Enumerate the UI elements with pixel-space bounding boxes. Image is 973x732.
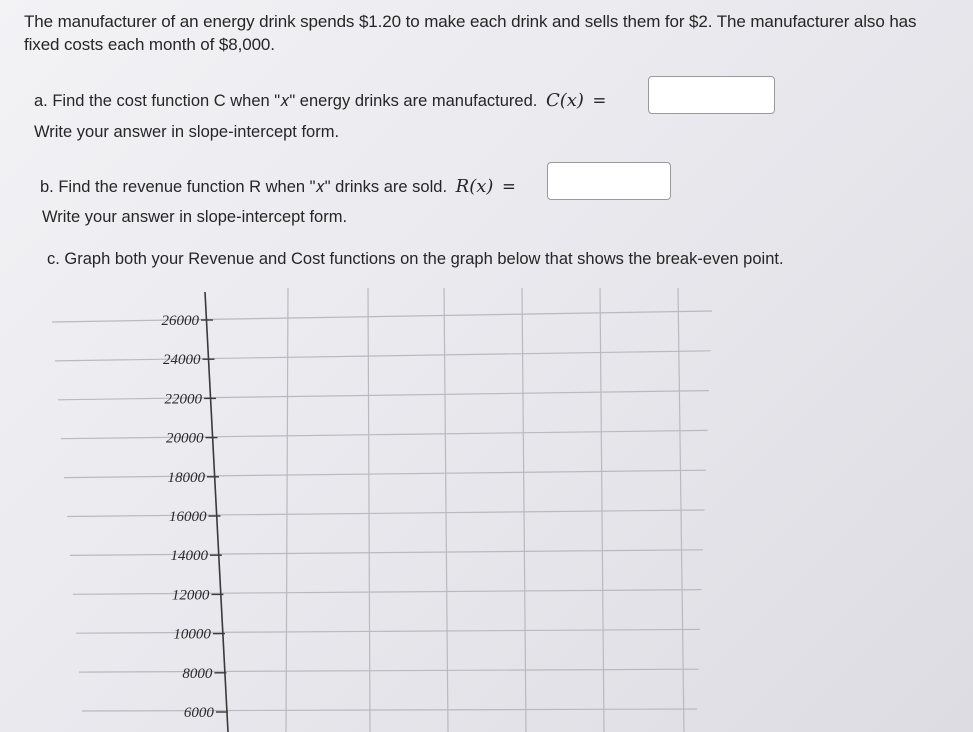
horizontal-gridline	[82, 709, 697, 711]
y-tick-label: 12000	[171, 587, 210, 604]
cost-function-label: C(𝑥)	[545, 90, 584, 111]
y-tick-label: 20000	[165, 430, 204, 447]
equals-sign: =	[592, 91, 607, 110]
horizontal-gridlines	[52, 311, 712, 711]
vertical-gridline	[368, 288, 370, 732]
y-tick-label: 26000	[161, 313, 199, 329]
y-tick-label: 16000	[168, 509, 207, 525]
horizontal-gridline	[67, 510, 705, 517]
part-a-text: a. Find the cost function C when "𝑥" energy drinks are manufactured.	[34, 92, 538, 110]
y-tick-label: 14000	[170, 548, 208, 565]
y-tick-label: 8000	[182, 665, 213, 682]
part-b-instruction: Write your answer in slope-intercept form.	[42, 208, 348, 226]
vertical-gridline	[286, 288, 288, 732]
part-a-instruction: Write your answer in slope-intercept form.	[34, 123, 340, 141]
horizontal-gridline	[73, 590, 702, 595]
vertical-gridline	[522, 288, 526, 732]
y-tick-label: 22000	[164, 391, 202, 408]
vertical-gridline	[600, 288, 604, 732]
horizontal-gridline	[58, 391, 709, 400]
horizontal-gridline	[61, 430, 708, 438]
revenue-function-label: R(𝑥)	[455, 176, 494, 197]
horizontal-gridline	[79, 669, 699, 672]
y-axis-ticks	[162, 313, 228, 721]
horizontal-gridline	[76, 629, 700, 633]
horizontal-gridline	[55, 351, 711, 361]
horizontal-gridline	[70, 550, 703, 556]
y-tick-label: 6000	[183, 705, 214, 721]
y-tick-label: 24000	[162, 352, 201, 369]
part-c-question: c. Graph both your Revenue and Cost functions on the graph below that shows the break-even point.	[47, 250, 784, 268]
horizontal-gridline	[64, 470, 706, 477]
equals-sign: =	[501, 177, 516, 196]
y-tick-label: 18000	[167, 469, 205, 486]
y-tick-label: 10000	[173, 626, 211, 643]
problem-line-2: fixed costs each month of $8,000.	[24, 35, 275, 54]
horizontal-gridline	[52, 311, 712, 322]
part-b-text: b. Find the revenue function R when "𝑥" drinks are sold.	[40, 178, 448, 196]
problem-line-1: The manufacturer of an energy drink spends $1.20 to make each drink and sells them for $2. The manufacturer also has	[24, 12, 917, 31]
